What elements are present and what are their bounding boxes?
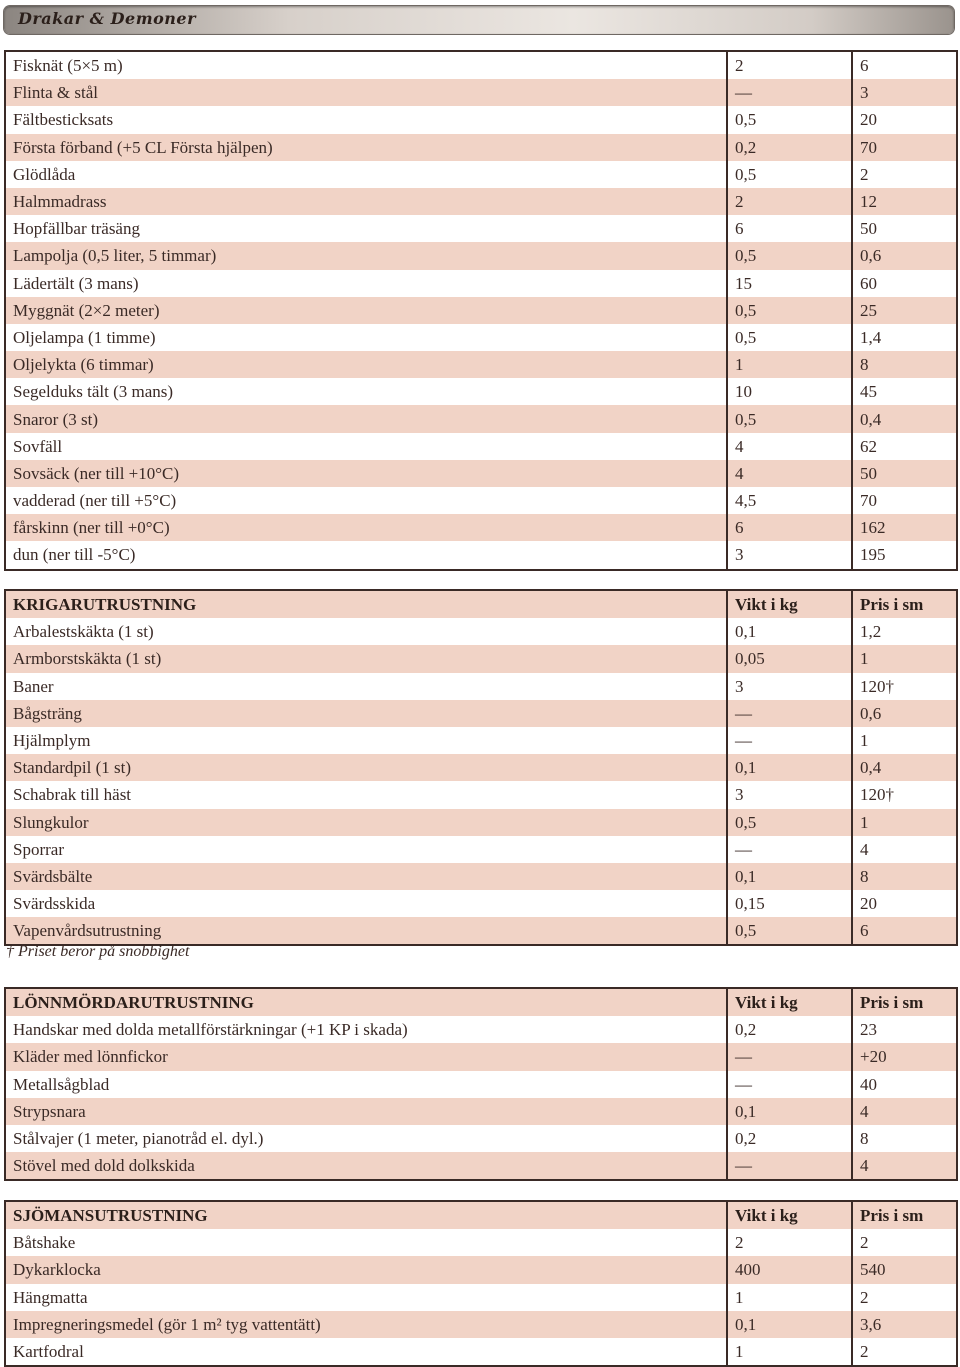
table-row [5, 324, 957, 351]
item-price: 6 [852, 51, 957, 79]
item-price: 0,4 [852, 405, 957, 432]
book-title: Drakar & Demoner [18, 9, 197, 28]
table-header-row [5, 1201, 957, 1229]
table-row [5, 405, 957, 432]
table-row [5, 215, 957, 242]
item-name: dun (ner till -5°C) [5, 541, 727, 569]
item-price: 3 [852, 79, 957, 106]
item-weight: 4,5 [727, 487, 852, 514]
item-name: Fältbesticksats [5, 106, 727, 133]
item-name: Vapenvårdsutrustning [5, 917, 727, 945]
item-name: fårskinn (ner till +0°C) [5, 514, 727, 541]
table-row [5, 809, 957, 836]
item-name: Snaror (3 st) [5, 405, 727, 432]
item-name: Fisknät (5×5 m) [5, 51, 727, 79]
item-weight: 400 [727, 1256, 852, 1283]
table-header-row [5, 590, 957, 618]
item-weight: 2 [727, 51, 852, 79]
item-name: Dykarklocka [5, 1256, 727, 1283]
item-price: 25 [852, 297, 957, 324]
item-price: 1 [852, 645, 957, 672]
item-price: 162 [852, 514, 957, 541]
item-name: Svärdsbälte [5, 863, 727, 890]
item-name: Standardpil (1 st) [5, 754, 727, 781]
item-name: Flinta & stål [5, 79, 727, 106]
item-weight: — [727, 79, 852, 106]
item-price: 8 [852, 351, 957, 378]
price-column-header: Pris i sm [852, 1201, 957, 1229]
item-price: 8 [852, 863, 957, 890]
price-column-header: Pris i sm [852, 590, 957, 618]
item-price: 20 [852, 106, 957, 133]
item-name: Lädertält (3 mans) [5, 270, 727, 297]
table-row [5, 297, 957, 324]
item-name: Första förband (+5 CL Första hjälpen) [5, 134, 727, 161]
table-row [5, 1256, 957, 1283]
table-row [5, 134, 957, 161]
item-weight: 3 [727, 781, 852, 808]
item-weight: 4 [727, 460, 852, 487]
item-name: Stövel med dold dolkskida [5, 1152, 727, 1180]
item-name: Halmmadrass [5, 188, 727, 215]
item-price: 120† [852, 673, 957, 700]
item-weight: — [727, 836, 852, 863]
item-price: 20 [852, 890, 957, 917]
item-weight: 0,5 [727, 297, 852, 324]
item-price: 70 [852, 487, 957, 514]
item-weight: 0,1 [727, 1098, 852, 1125]
item-weight: 0,2 [727, 134, 852, 161]
table-header-row [5, 988, 957, 1016]
item-weight: 0,5 [727, 917, 852, 945]
krigarutrustning-section [4, 589, 956, 946]
item-name: Arbalestskäkta (1 st) [5, 618, 727, 645]
weight-column-header: Vikt i kg [727, 988, 852, 1016]
general-equipment-table [4, 50, 958, 571]
item-price: 0,6 [852, 242, 957, 269]
item-name: Metallsågblad [5, 1071, 727, 1098]
item-name: Lampolja (0,5 liter, 5 timmar) [5, 242, 727, 269]
item-weight: 3 [727, 673, 852, 700]
item-price: 23 [852, 1016, 957, 1043]
item-weight: 6 [727, 215, 852, 242]
item-price: 50 [852, 460, 957, 487]
lonnmordarutrustning-table [4, 987, 958, 1181]
table-row [5, 1071, 957, 1098]
item-weight: 0,5 [727, 106, 852, 133]
item-weight: 6 [727, 514, 852, 541]
table-row [5, 917, 957, 945]
item-name: Strypsnara [5, 1098, 727, 1125]
item-weight: 0,5 [727, 161, 852, 188]
item-weight: 2 [727, 188, 852, 215]
item-price: 1 [852, 809, 957, 836]
section-title: KRIGARUTRUSTNING [5, 590, 727, 618]
item-name: Sovsäck (ner till +10°C) [5, 460, 727, 487]
item-weight: — [727, 727, 852, 754]
item-price: 60 [852, 270, 957, 297]
item-name: Impregneringsmedel (gör 1 m² tyg vattentätt) [5, 1311, 727, 1338]
item-price: 0,6 [852, 700, 957, 727]
item-weight: 0,5 [727, 324, 852, 351]
table-row [5, 781, 957, 808]
item-name: Schabrak till häst [5, 781, 727, 808]
table-row [5, 1125, 957, 1152]
item-price: 62 [852, 433, 957, 460]
table-row [5, 188, 957, 215]
item-weight: — [727, 1071, 852, 1098]
item-name: Hopfällbar träsäng [5, 215, 727, 242]
item-price: 50 [852, 215, 957, 242]
item-price: 70 [852, 134, 957, 161]
item-price: 6 [852, 917, 957, 945]
item-name: Svärdsskida [5, 890, 727, 917]
item-weight: — [727, 700, 852, 727]
item-weight: 1 [727, 1338, 852, 1366]
item-name: Hjälmplym [5, 727, 727, 754]
item-price: 195 [852, 541, 957, 569]
table-row [5, 1229, 957, 1256]
item-weight: — [727, 1043, 852, 1070]
table-row [5, 433, 957, 460]
item-name: Oljelampa (1 timme) [5, 324, 727, 351]
item-price: 40 [852, 1071, 957, 1098]
table-row [5, 1311, 957, 1338]
item-name: Myggnät (2×2 meter) [5, 297, 727, 324]
item-weight: 0,1 [727, 1311, 852, 1338]
table-row [5, 1016, 957, 1043]
item-price: 120† [852, 781, 957, 808]
item-name: Sovfäll [5, 433, 727, 460]
item-price: 2 [852, 1338, 957, 1366]
item-weight: 0,1 [727, 754, 852, 781]
table-row [5, 487, 957, 514]
krigarutrustning-table [4, 589, 958, 946]
item-weight: 0,5 [727, 242, 852, 269]
item-price: +20 [852, 1043, 957, 1070]
table-row [5, 754, 957, 781]
item-weight: 2 [727, 1229, 852, 1256]
weight-column-header: Vikt i kg [727, 1201, 852, 1229]
item-name: Båtshake [5, 1229, 727, 1256]
table-row [5, 79, 957, 106]
item-name: Baner [5, 673, 727, 700]
item-weight: 0,5 [727, 809, 852, 836]
item-weight: 1 [727, 1284, 852, 1311]
table-row [5, 351, 957, 378]
item-name: vadderad (ner till +5°C) [5, 487, 727, 514]
table-row [5, 645, 957, 672]
table-row [5, 51, 957, 79]
item-weight: 1 [727, 351, 852, 378]
table-row [5, 1098, 957, 1125]
table-row [5, 836, 957, 863]
table-row [5, 727, 957, 754]
item-name: Hängmatta [5, 1284, 727, 1311]
table-row [5, 700, 957, 727]
item-price: 540 [852, 1256, 957, 1283]
table-row [5, 514, 957, 541]
table-row [5, 270, 957, 297]
item-name: Oljelykta (6 timmar) [5, 351, 727, 378]
item-price: 4 [852, 1098, 957, 1125]
table-row [5, 1152, 957, 1180]
table-row [5, 460, 957, 487]
item-price: 8 [852, 1125, 957, 1152]
table-row [5, 541, 957, 569]
weight-column-header: Vikt i kg [727, 590, 852, 618]
section-title: SJÖMANSUTRUSTNING [5, 1201, 727, 1229]
item-name: Armborstskäkta (1 st) [5, 645, 727, 672]
item-weight: 0,2 [727, 1016, 852, 1043]
general-equipment-section [4, 50, 956, 571]
table-row [5, 242, 957, 269]
item-price: 0,4 [852, 754, 957, 781]
table-row [5, 1338, 957, 1366]
lonnmordarutrustning-section [4, 987, 956, 1181]
item-weight: 0,1 [727, 618, 852, 645]
table-row [5, 378, 957, 405]
item-price: 12 [852, 188, 957, 215]
section-title: LÖNNMÖRDARUTRUSTNING [5, 988, 727, 1016]
item-weight: 10 [727, 378, 852, 405]
page-header-banner [4, 6, 954, 34]
item-name: Slungkulor [5, 809, 727, 836]
item-weight: 0,15 [727, 890, 852, 917]
item-weight: 15 [727, 270, 852, 297]
item-name: Sporrar [5, 836, 727, 863]
item-weight: 0,05 [727, 645, 852, 672]
footnote: † Priset beror på snobbighet [6, 943, 190, 960]
item-price: 2 [852, 1284, 957, 1311]
item-name: Segelduks tält (3 mans) [5, 378, 727, 405]
item-price: 45 [852, 378, 957, 405]
item-price: 1,2 [852, 618, 957, 645]
item-price: 3,6 [852, 1311, 957, 1338]
table-row [5, 106, 957, 133]
sjomansutrustning-table [4, 1200, 958, 1367]
item-name: Kartfodral [5, 1338, 727, 1366]
item-weight: 0,5 [727, 405, 852, 432]
table-row [5, 863, 957, 890]
item-price: 2 [852, 161, 957, 188]
item-name: Stålvajer (1 meter, pianotråd el. dyl.) [5, 1125, 727, 1152]
item-weight: 0,2 [727, 1125, 852, 1152]
table-row [5, 890, 957, 917]
item-weight: 4 [727, 433, 852, 460]
item-name: Bågsträng [5, 700, 727, 727]
sjomansutrustning-section [4, 1200, 956, 1367]
item-weight: 0,1 [727, 863, 852, 890]
table-row [5, 1043, 957, 1070]
table-row [5, 618, 957, 645]
price-column-header: Pris i sm [852, 988, 957, 1016]
item-price: 4 [852, 836, 957, 863]
table-row [5, 673, 957, 700]
item-price: 1 [852, 727, 957, 754]
table-row [5, 161, 957, 188]
item-price: 2 [852, 1229, 957, 1256]
item-name: Kläder med lönnfickor [5, 1043, 727, 1070]
item-name: Handskar med dolda metallförstärkningar (+1 KP i skada) [5, 1016, 727, 1043]
item-price: 1,4 [852, 324, 957, 351]
item-name: Glödlåda [5, 161, 727, 188]
item-price: 4 [852, 1152, 957, 1180]
item-weight: — [727, 1152, 852, 1180]
item-weight: 3 [727, 541, 852, 569]
table-row [5, 1284, 957, 1311]
